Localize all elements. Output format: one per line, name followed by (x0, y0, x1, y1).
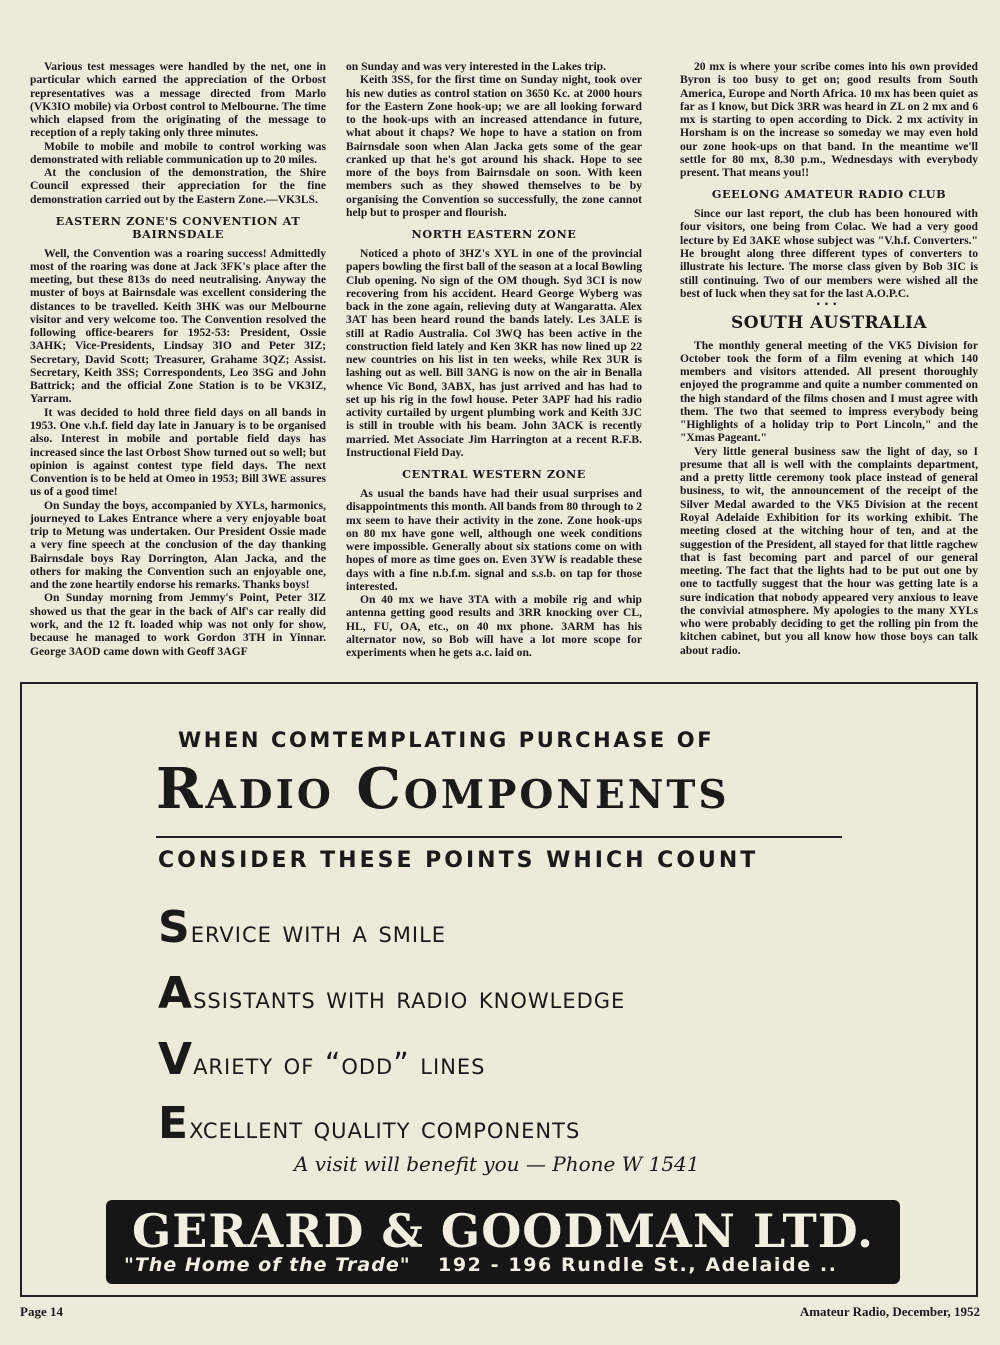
paragraph: As usual the bands have had their usual surprises and disappointments this month. All bands from 80 through to 2 mx seem to have their activity in the zone. Zone hook-ups on 80 mx have gone well, although one week conditions were impossible. Generally about six stations come on with hopes of more as time goes on. Even 3YW is readable these days with a fine n.b.f.m. signal and s.s.b. on tap for those interested. (346, 487, 642, 593)
company-banner (106, 1200, 900, 1284)
company-name: GERARD & GOODMAN LTD. (131, 1204, 875, 1258)
ad-point-text: ervice with a smile (190, 915, 447, 950)
paragraph: On Sunday the boys, accompanied by XYLs, harmonics, journeyed to Lakes Entrance where a very enjoyable boat trip to Metung was undertaken. Our President Ossie made a very fine speech at the conclusion of the day thanking Bairnsdale boys Ray Dorrington, Alan Jacka, and the others for making the Convention such an enjoyable one, and the zone heartily endorse his remarks. Thanks boys! (30, 498, 326, 592)
ad-point-variety (158, 1034, 486, 1085)
ad-visit-line: A visit will benefit you — Phone W 1541 (294, 1152, 700, 1176)
ad-point-initial: V (158, 1034, 194, 1085)
paragraph: Since our last report, the club has been honoured with four visitors, one being from Colac. We had a very good lecture by Ed 3AKE whose subject was "V.h.f. Converters." He brought along three different types of converters to illustrate his lecture. The morse class given by Bob 3IC is still continuing. Two of our members were wished all the best of luck when they sat for the last A.O.P.C. (680, 207, 978, 300)
section-heading: NORTH EASTERN ZONE (411, 227, 577, 242)
ad-title: Radio Components (156, 756, 730, 822)
paragraph: On Sunday morning from Jemmy's Point, Peter 3IZ showed us that the gear in the back of Alf's car really did work, and the 12 ft. loaded whip was not only for show, because he managed to work Gordon 3TH in Yinnar. George 3AOD came down with Geoff 3AGF (30, 591, 326, 658)
issue-line: Amateur Radio, December, 1952 (799, 1304, 980, 1319)
ad-subtitle: CONSIDER THESE POINTS WHICH COUNT (158, 848, 759, 873)
paragraph: Various test messages were handled by the net, one in particular which earned the appreciation of the Orbost representatives was a message directed from Marlo (VK3IO mobile) via Orbost control to Melbourne. The time which elapsed from the originating of the message to reception of a reply taking only three minutes. (30, 60, 326, 140)
paragraph: 20 mx is where your scribe comes into his own provided Byron is too busy to get on; good results from South America, Europe and North Africa. 10 mx has been quiet as far as I know, but Dick 3RR was heard in ZL on 2 mx and 6 mx is starting to open according to Dick. 2 mx activity in Horsham is on the increase so someday we may even hold our zone hook-ups on that band. In the meantime we'll settle for 80 mx, 8.30 p.m., Wednesdays with everybody present. That means you!! (680, 60, 978, 180)
paragraph: At the conclusion of the demonstration, the Shire Council expressed their appreciation for the fine demonstration carried out by the Eastern Zone.—VK3LS. (30, 166, 326, 206)
column-1 (30, 60, 326, 658)
paragraph: It was decided to hold three field days on all bands in 1953. One v.h.f. field day late in January is to be organised also. Interest in mobile and portable field days has increased since the last Orbost Show turned out so well; but opinion is against contest type field days. The next Convention is to be held at Omeo in 1953; Bill 3WE assures us of a good time! (30, 405, 326, 499)
ad-point-service (158, 902, 446, 953)
section-divider: ••• (816, 299, 842, 310)
ad-point-initial: A (158, 968, 194, 1019)
paragraph: Well, the Convention was a roaring success! Admittedly most of the roaring was done at Jack 3FK's place after the meeting, but these 813s do need neutralising. Anyway the muster of boys at Bairnsdale was excellent considering the distances to be travelled. Keith 3HK was our Melbourne visitor and very welcome too. The Convention resolved the following office-bearers for 1952-53: President, Ossie 3AHK; Vice-Presidents, Lindsay 3IO and Peter 3IZ; Secretary, David Scott; Treasurer, Grahame 3QZ; Assist. Secretary, Keith 3SS; Correspondents, Leo 3SG and John Battrick; and the official Zone Station is to be VK3IZ, Yarram. (30, 246, 326, 406)
paragraph: Keith 3SS, for the first time on Sunday night, took over his new duties as control station on 3650 Kc. at 2000 hours for the Eastern Zone hook-up; we are all looking forward to the hook-ups with an increased attendance in future, what about it chaps? We hope to have a station on from Bairnsdale soon when Alan Jacka gets some of the gear cranked up that he's got around his shack. Hope to see more of the boys from Bairnsdale on soon. With keen members such as they showed themselves to be by organising the Convention so successfully, the zone cannot help but to prosper and flourish. (346, 73, 642, 219)
ad-point-assistants (158, 968, 625, 1019)
advertisement-box (20, 682, 978, 1297)
paragraph: Mobile to mobile and mobile to control working was demonstrated with reliable communication up to 20 miles. (30, 139, 326, 166)
paragraph: on Sunday and was very interested in the Lakes trip. (346, 60, 607, 73)
section-heading: GEELONG AMATEUR RADIO CLUB (711, 187, 947, 202)
section-heading: EASTERN ZONE'S CONVENTION AT BAIRNSDALE (55, 213, 301, 241)
column-2 (346, 60, 642, 660)
ad-rule (156, 836, 842, 838)
page-number: Page 14 (20, 1304, 63, 1319)
paragraph: Noticed a photo of 3HZ's XYL in one of the provincial papers bowling the first ball of the season at a local Bowling Club opening. No sign of the OM though. Syd 3CI is now recovering from his accident. Heard George Wyberg was back in the zone again, relieving duty at Wangaratta. Alex 3AT has been heard round the bands lately. Les 3ALE is still at Radio Australia. Col 3WQ has been active in the construction field lately and Ken 3KR has now lined up 22 new countries on his list in ten weeks, while Rex 3UR is lashing out as well. Bill 3ANG is now on the air in Benalla whence Vic Bond, 3ABX, has just arrived and has had to set up his rig in the fowl house. Peter 3APF had his radio activity curtailed by urgent plumbing work and Keith 3JC is still in trouble with his beam. John 3ACK is recently married. Met Associate Jim Harrington at a recent R.F.B. Instructional Field Day. (346, 247, 642, 459)
region-heading: SOUTH AUSTRALIA (731, 313, 927, 334)
ad-intro: WHEN COMTEMPLATING PURCHASE OF (178, 728, 715, 752)
ad-point-initial: S (158, 902, 191, 953)
ad-point-text: ssistants with radio knowledge (193, 981, 626, 1016)
ad-point-initial: E (158, 1098, 190, 1149)
paragraph: On 40 mx we have 3TA with a mobile rig and whip antenna getting good results and 3RR knocking over CL, HL, FU, OA, etc., on 40 mx phone. 3ARM has his alternator now, so Bob will have a lot more scope for experiments when he gets a.c. laid on. (346, 593, 642, 660)
ad-point-text: ariety of “odd” lines (193, 1047, 486, 1082)
column-3 (680, 60, 978, 657)
paragraph: The monthly general meeting of the VK5 Division for October took the form of a film evening at which 140 members and visitors attended. All present thoroughly enjoyed the programme and quite a number commented on the high standard of the films chosen and I must agree with them. The two that seemed to impress everybody being "Highlights of a holiday trip to Port Lincoln," and the "Xmas Pageant." (680, 338, 978, 445)
ad-point-text: xcellent quality components (189, 1111, 581, 1146)
paragraph: Very little general business saw the light of day, so I presume that all is well with the complaints department, and a pretty little ceremony took place instead of general business, to wit, the announcement of the receipt of the Silver Medal awarded to the VK5 Division at the recent Royal Adelaide Exhibition for its working exhibit. The meeting closed at the witching hour of ten, and at the suggestion of the President, all stayed for that little ragchew that is fast becoming part and parcel of our general meeting. The fact that the lights had to be put out one by one to tactfully suggest that the hour was getting late is a sure indication that nobody appeared very anxious to leave the convivial atmosphere. My apologies to the many XYLs who were probably deciding to get the rolling pin from the kitchen cabinet, but you all know how those boys can talk about radio. (680, 444, 978, 657)
ad-point-excellent (158, 1098, 580, 1149)
section-heading: CENTRAL WESTERN ZONE (402, 467, 586, 482)
company-tagline: "The Home of the Trade" (124, 1254, 411, 1276)
company-address: 192 - 196 Rundle St., Adelaide .. (438, 1254, 838, 1276)
